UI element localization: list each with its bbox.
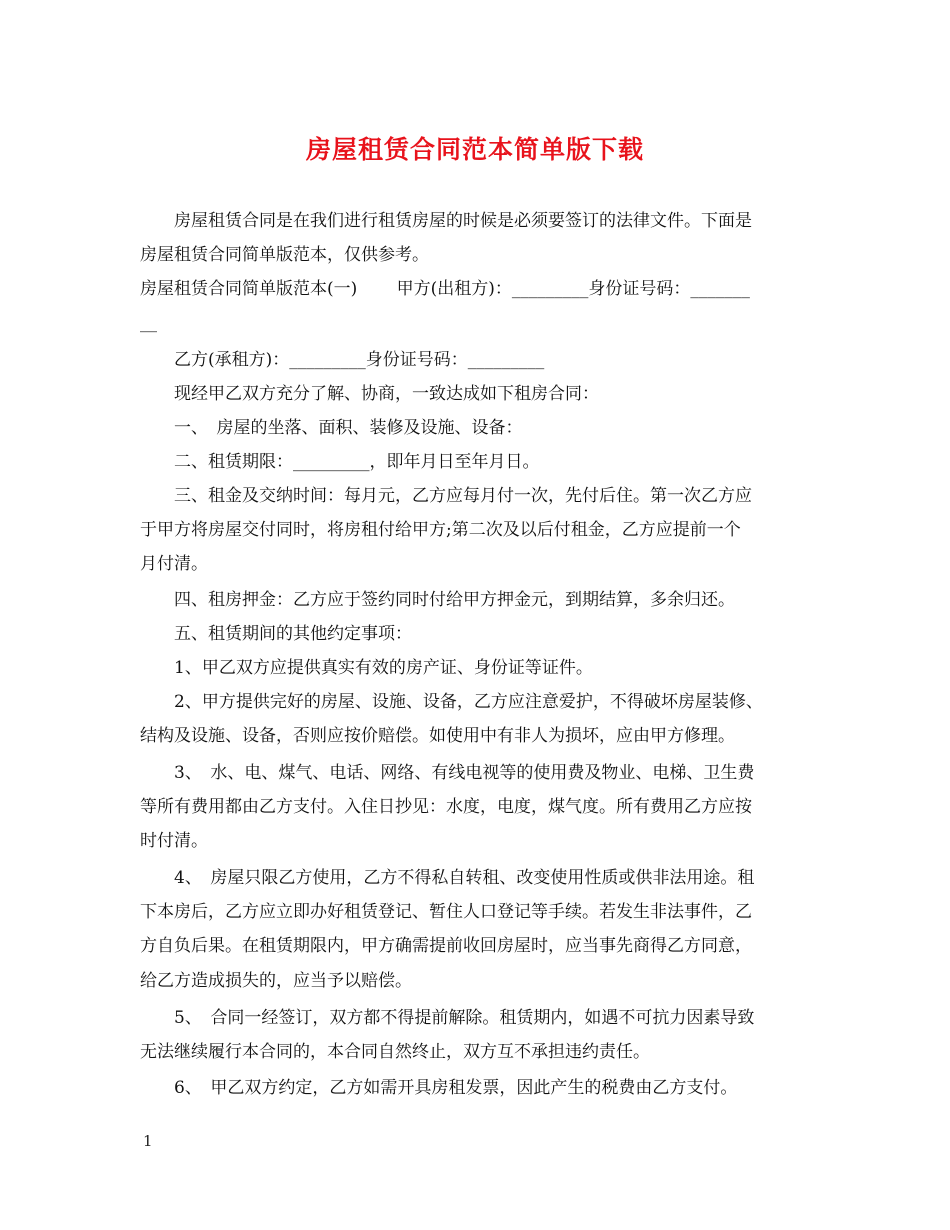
body-line: 1、甲乙双方应提供真实有效的房产证、身份证等证件。 [140,658,593,678]
body-line: __ [140,313,157,333]
body-line: 一、 房屋的坐落、面积、装修及设施、设备： [140,418,523,438]
body-line: 等所有费用都由乙方支付。入住日抄见：水度，电度，煤气度。所有费用乙方应按 [140,797,752,817]
body-line: 房屋租赁合同简单版范本(一) 甲方(出租方)：_________身份证号码：_______ [140,279,750,299]
body-line: 四、租房押金：乙方应于签约同时付给甲方押金元，到期结算，多余归还。 [140,590,735,610]
document-title: 房屋租赁合同范本简单版下载 [305,135,644,164]
body-line: 方自负后果。在租赁期限内，甲方确需提前收回房屋时，应当事先商得乙方同意， [140,936,752,956]
body-line: 3、 水、电、煤气、电话、网络、有线电视等的使用费及物业、电梯、卫生费 [140,763,755,783]
body-line: 于甲方将房屋交付同时，将房租付给甲方;第二次及以后付租金，乙方应提前一个 [140,520,741,540]
body-line: 三、租金及交纳时间：每月元，乙方应每月付一次，先付后住。第一次乙方应 [140,486,752,506]
body-line: 5、 合同一经签订，双方都不得提前解除。租赁期内，如遇不可抗力因素导致 [140,1008,755,1028]
body-line: 现经甲乙双方充分了解、协商，一致达成如下租房合同： [140,384,599,404]
body-line: 二、租赁期限：_________，即年月日至年月日。 [140,452,540,472]
body-line: 下本房后，乙方应立即办好租赁登记、暂住人口登记等手续。若发生非法事件，乙 [140,902,752,922]
body-line: 结构及设施、设备，否则应按价赔偿。如使用中有非人为损坏，应由甲方修理。 [140,726,735,746]
body-line: 2、甲方提供完好的房屋、设施、设备，乙方应注意爱护，不得破坏房屋装修、 [140,692,763,712]
body-line: 房屋租赁合同简单版范本，仅供参考。 [140,245,429,265]
body-line: 给乙方造成损失的，应当予以赔偿。 [140,971,412,991]
body-line: 无法继续履行本合同的，本合同自然终止，双方互不承担违约责任。 [140,1042,650,1062]
body-line: 4、 房屋只限乙方使用，乙方不得私自转租、改变使用性质或供非法用途。租 [140,868,755,888]
body-line: 五、租赁期间的其他约定事项： [140,624,412,644]
body-line: 乙方(承租方)：_________身份证号码：_________ [140,350,545,370]
body-line: 6、 甲乙双方约定，乙方如需开具房租发票，因此产生的税费由乙方支付。 [140,1078,738,1098]
body-line: 月付清。 [140,554,208,574]
body-line: 时付清。 [140,831,208,851]
page-number: 1 [143,1132,153,1150]
body-line: 房屋租赁合同是在我们进行租赁房屋的时候是必须要签订的法律文件。下面是 [140,211,752,231]
